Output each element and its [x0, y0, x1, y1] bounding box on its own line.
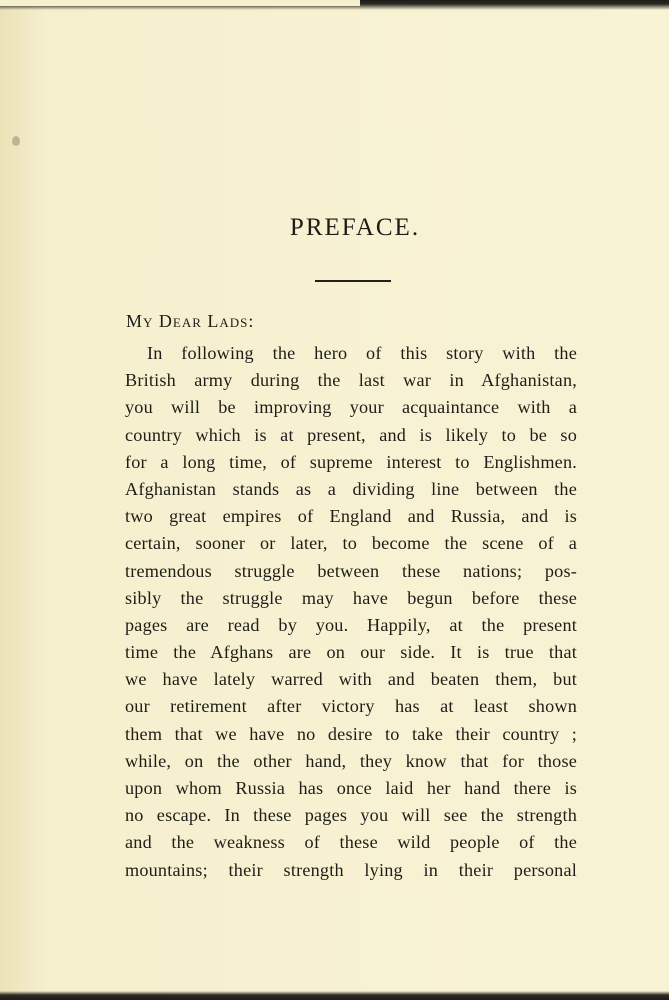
- text-line: British army during the last war in Afghanistan,: [125, 370, 577, 391]
- text-line: country which is at present, and is likely to be so: [125, 424, 577, 445]
- text-line: while, on the other hand, they know that for those: [125, 750, 577, 771]
- text-line: you will be improving your acquaintance with a: [125, 397, 577, 418]
- text-line: mountains; their strength lying in their personal: [125, 859, 577, 880]
- salutation: My Dear Lads:: [126, 311, 255, 331]
- text-line: and the weakness of these wild people of the: [125, 832, 577, 853]
- text-line: sibly the struggle may have begun before these: [125, 587, 577, 608]
- text-line: Afghanistan stands as a dividing line between the: [125, 478, 577, 499]
- heading-rule: [315, 280, 391, 282]
- bottom-edge-shadow: [0, 991, 669, 1000]
- text-line: upon whom Russia has once laid her hand there is: [125, 778, 577, 798]
- page-heading: PREFACE.: [289, 214, 421, 241]
- text-line: we have lately warred with and beaten them, but: [125, 669, 577, 690]
- page-gutter: [0, 0, 48, 1000]
- text-line: no escape. In these pages you will see the strength: [125, 805, 577, 826]
- text-line: tremendous struggle between these nations; pos-: [125, 560, 577, 581]
- text-line: our retirement after victory has at least shown: [125, 696, 577, 717]
- text-line: certain, sooner or later, to become the scene of a: [125, 533, 577, 554]
- body-text: [125, 340, 577, 884]
- text-line: time the Afghans are on our side. It is true that: [125, 642, 577, 663]
- text-line: for a long time, of supreme interest to Englishmen.: [125, 451, 577, 472]
- paper-spot: [12, 136, 20, 146]
- top-edge-page-corner: [0, 0, 360, 6]
- text-line: them that we have no desire to take their country ;: [125, 723, 577, 744]
- text-line: pages are read by you. Happily, at the present: [125, 614, 577, 635]
- text-line: In following the hero of this story with the: [147, 343, 577, 363]
- text-line: two great empires of England and Russia, and is: [125, 506, 577, 527]
